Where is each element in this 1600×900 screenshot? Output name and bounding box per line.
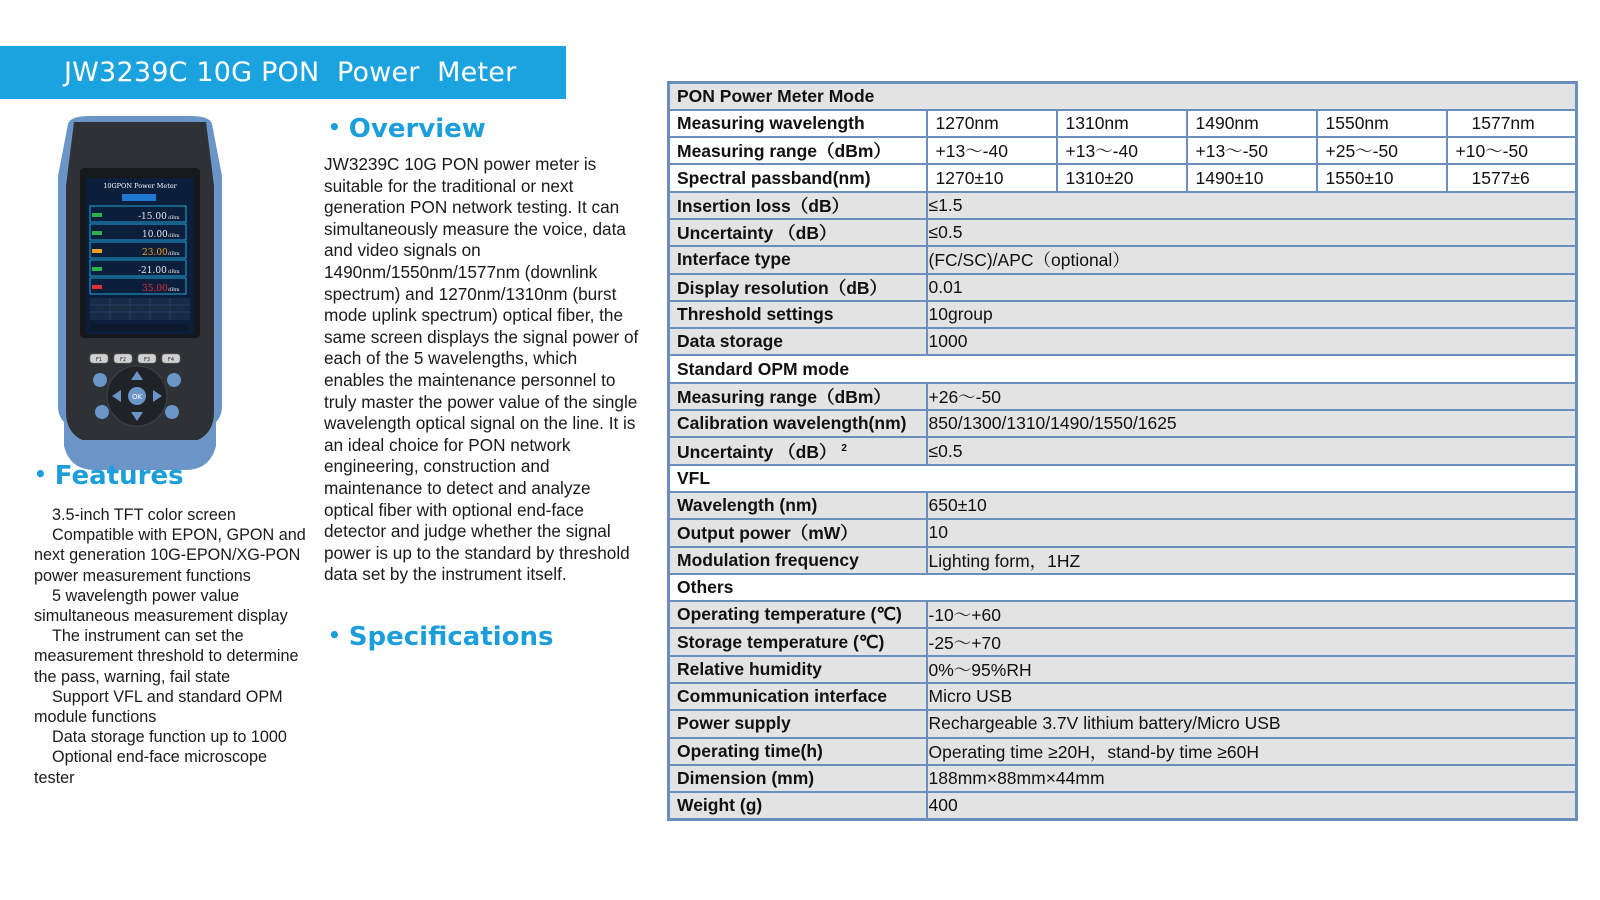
feature-item: Support VFL and standard OPM module functions xyxy=(34,687,283,727)
device-reading-1: -15.00 xyxy=(138,212,167,222)
row-value: 0%～95%RH xyxy=(927,656,1577,683)
row-label: Communication interface xyxy=(669,683,927,710)
row-label: Operating time(h) xyxy=(669,738,927,765)
overview-text: JW3239C 10G PON power meter is suitable for the traditional or next generation PON network testing. It can simultaneously measure the voice, data and video signals on 1490nm/1550nm/1577nm (downlink spectrum) and 1270nm/1310nm (burst mode uplink spectrum) optical fiber, the same screen displays the signal power of each of the 5 wavelengths, which enables the maintenance personnel to truly master the power value of the single wavelength optical signal on the line. It is an ideal choice for PON network engineering, construction and maintenance to detect and analyze optical fiber with optional end-face detector and judge whether the signal power is up to the standard by threshold data set by the instrument itself. xyxy=(324,154,639,585)
table-section-row xyxy=(669,465,1577,492)
overview-heading-text: Overview xyxy=(348,114,486,144)
row-value: 650±10 xyxy=(927,492,1577,519)
row-label: Wavelength (nm) xyxy=(669,492,927,519)
table-row xyxy=(669,246,1577,273)
row-label: Dimension (mm) xyxy=(669,765,927,792)
feature-item: Data storage function up to 1000 xyxy=(52,728,287,747)
feature-item: The instrument can set the measurement threshold to determine the pass, warning, fail state xyxy=(34,627,299,686)
specifications-table xyxy=(667,81,1578,821)
table-row xyxy=(669,274,1577,301)
table-row xyxy=(669,547,1577,574)
row-label: Power supply xyxy=(669,710,927,737)
device-fkey-f3: F3 xyxy=(143,357,151,363)
device-reading-4: -21.00 xyxy=(138,266,167,276)
row-value: 1000 xyxy=(927,328,1577,355)
wavelength-cell: 1270nm xyxy=(927,110,1057,137)
table-section-row xyxy=(669,355,1577,382)
device-reading-5: 35.00 xyxy=(142,284,168,294)
range-cell: +13～-40 xyxy=(927,137,1057,164)
overview-heading xyxy=(328,114,486,144)
row-value: Lighting form，1HZ xyxy=(927,547,1577,574)
table-row xyxy=(669,683,1577,710)
footnote-mark: 2 xyxy=(841,442,847,454)
specifications-heading-text: Specifications xyxy=(348,622,554,652)
passband-cell: 1490±10 xyxy=(1187,164,1317,191)
device-reading-unit-5: dBm xyxy=(168,287,180,293)
table-row xyxy=(669,192,1577,219)
device-ok-label: OK xyxy=(131,393,143,401)
bullet-icon: • xyxy=(34,462,47,486)
row-label: Data storage xyxy=(669,328,927,355)
section-others: Others xyxy=(669,574,1577,601)
row-value: ≤1.5 xyxy=(927,192,1577,219)
row-value: 10group xyxy=(927,301,1577,328)
row-label: Measuring wavelength xyxy=(669,110,927,137)
device-reading-unit-4: dBm xyxy=(168,269,180,275)
features-list xyxy=(34,505,309,788)
feature-item: Optional end-face microscope tester xyxy=(34,748,268,787)
range-cell: +25～-50 xyxy=(1317,137,1447,164)
features-heading xyxy=(34,461,184,491)
range-cell: +13～-40 xyxy=(1057,137,1187,164)
page-title: JW3239C 10G PON Power Meter xyxy=(0,46,566,99)
feature-item: Compatible with EPON, GPON and next generation 10G-EPON/XG-PON power measurement functions xyxy=(34,526,306,585)
row-value: 850/1300/1310/1490/1550/1625 xyxy=(927,410,1577,437)
row-value: ≤0.5 xyxy=(927,437,1577,464)
table-row xyxy=(669,328,1577,355)
row-label: Uncertainty （dB） xyxy=(677,441,837,462)
row-label: Modulation frequency xyxy=(669,547,927,574)
device-reading-unit-2: dBm xyxy=(168,233,180,239)
table-row xyxy=(669,410,1577,437)
table-section-row xyxy=(669,574,1577,601)
row-label-cell xyxy=(669,437,927,464)
row-value: +26～-50 xyxy=(927,383,1577,410)
table-row xyxy=(669,656,1577,683)
device-reading-unit-3: dBm xyxy=(168,251,180,257)
row-label: Measuring range（dBm） xyxy=(669,137,927,164)
row-label: Spectral passband(nm) xyxy=(669,164,927,191)
table-row xyxy=(669,738,1577,765)
passband-cell: 1310±20 xyxy=(1057,164,1187,191)
wavelength-cell: 1550nm xyxy=(1317,110,1447,137)
row-value: 188mm×88mm×44mm xyxy=(927,765,1577,792)
device-fkey-f1: F1 xyxy=(95,357,103,363)
table-row xyxy=(669,137,1577,164)
feature-item: 5 wavelength power value simultaneous measurement display xyxy=(34,586,288,626)
table-row xyxy=(669,492,1577,519)
device-fkey-f4: F4 xyxy=(167,357,175,363)
table-row xyxy=(669,710,1577,737)
row-value: 10 xyxy=(927,519,1577,546)
row-label: Storage temperature (℃) xyxy=(669,628,927,655)
table-row xyxy=(669,437,1577,464)
table-row xyxy=(669,219,1577,246)
row-value: Micro USB xyxy=(927,683,1577,710)
table-row xyxy=(669,628,1577,655)
table-section-row xyxy=(669,83,1577,110)
table-row xyxy=(669,110,1577,137)
power-meter-device-image xyxy=(50,116,230,470)
features-heading-text: Features xyxy=(54,461,184,491)
table-row xyxy=(669,519,1577,546)
specifications-heading xyxy=(328,622,554,652)
row-value: -10～+60 xyxy=(927,601,1577,628)
range-cell: +13～-50 xyxy=(1187,137,1317,164)
row-label: Calibration wavelength(nm) xyxy=(669,410,927,437)
row-label: Measuring range（dBm） xyxy=(669,383,927,410)
range-cell: +10～-50 xyxy=(1447,137,1577,164)
row-value: 400 xyxy=(927,792,1577,819)
wavelength-cell: 1490nm xyxy=(1187,110,1317,137)
row-label: Insertion loss（dB） xyxy=(669,192,927,219)
row-value: Operating time ≥20H，stand-by time ≥60H xyxy=(927,738,1577,765)
row-label: Display resolution（dB） xyxy=(669,274,927,301)
device-reading-unit-1: dBm xyxy=(168,215,180,221)
table-row xyxy=(669,601,1577,628)
device-reading-2: 10.00 xyxy=(142,230,168,240)
section-pon-mode: PON Power Meter Mode xyxy=(669,83,1577,110)
row-value: ≤0.5 xyxy=(927,219,1577,246)
table-row xyxy=(669,765,1577,792)
wavelength-cell: 1310nm xyxy=(1057,110,1187,137)
table-row xyxy=(669,301,1577,328)
row-label: Relative humidity xyxy=(669,656,927,683)
row-label: Interface type xyxy=(669,246,927,273)
bullet-icon: • xyxy=(328,115,341,139)
row-label: Operating temperature (℃) xyxy=(669,601,927,628)
row-value: Rechargeable 3.7V lithium battery/Micro USB xyxy=(927,710,1577,737)
table-row xyxy=(669,383,1577,410)
row-label: Weight (g) xyxy=(669,792,927,819)
device-fkey-f2: F2 xyxy=(119,357,127,363)
device-reading-3: 23.00 xyxy=(142,248,168,258)
row-value: 0.01 xyxy=(927,274,1577,301)
row-label: Output power（mW） xyxy=(669,519,927,546)
section-opm-mode: Standard OPM mode xyxy=(669,355,1577,382)
section-vfl: VFL xyxy=(669,465,1577,492)
row-label: Uncertainty （dB） xyxy=(669,219,927,246)
table-row xyxy=(669,792,1577,819)
bullet-icon: • xyxy=(328,623,341,647)
passband-cell: 1270±10 xyxy=(927,164,1057,191)
wavelength-cell: 1577nm xyxy=(1447,110,1577,137)
row-value: (FC/SC)/APC（optional） xyxy=(927,246,1577,273)
device-screen-title: 10GPON Power Meter xyxy=(103,182,177,190)
feature-item: 3.5-inch TFT color screen xyxy=(52,506,236,524)
row-label: Threshold settings xyxy=(669,301,927,328)
passband-cell: 1577±6 xyxy=(1447,164,1577,191)
row-value: -25～+70 xyxy=(927,628,1577,655)
table-row xyxy=(669,164,1577,191)
passband-cell: 1550±10 xyxy=(1317,164,1447,191)
